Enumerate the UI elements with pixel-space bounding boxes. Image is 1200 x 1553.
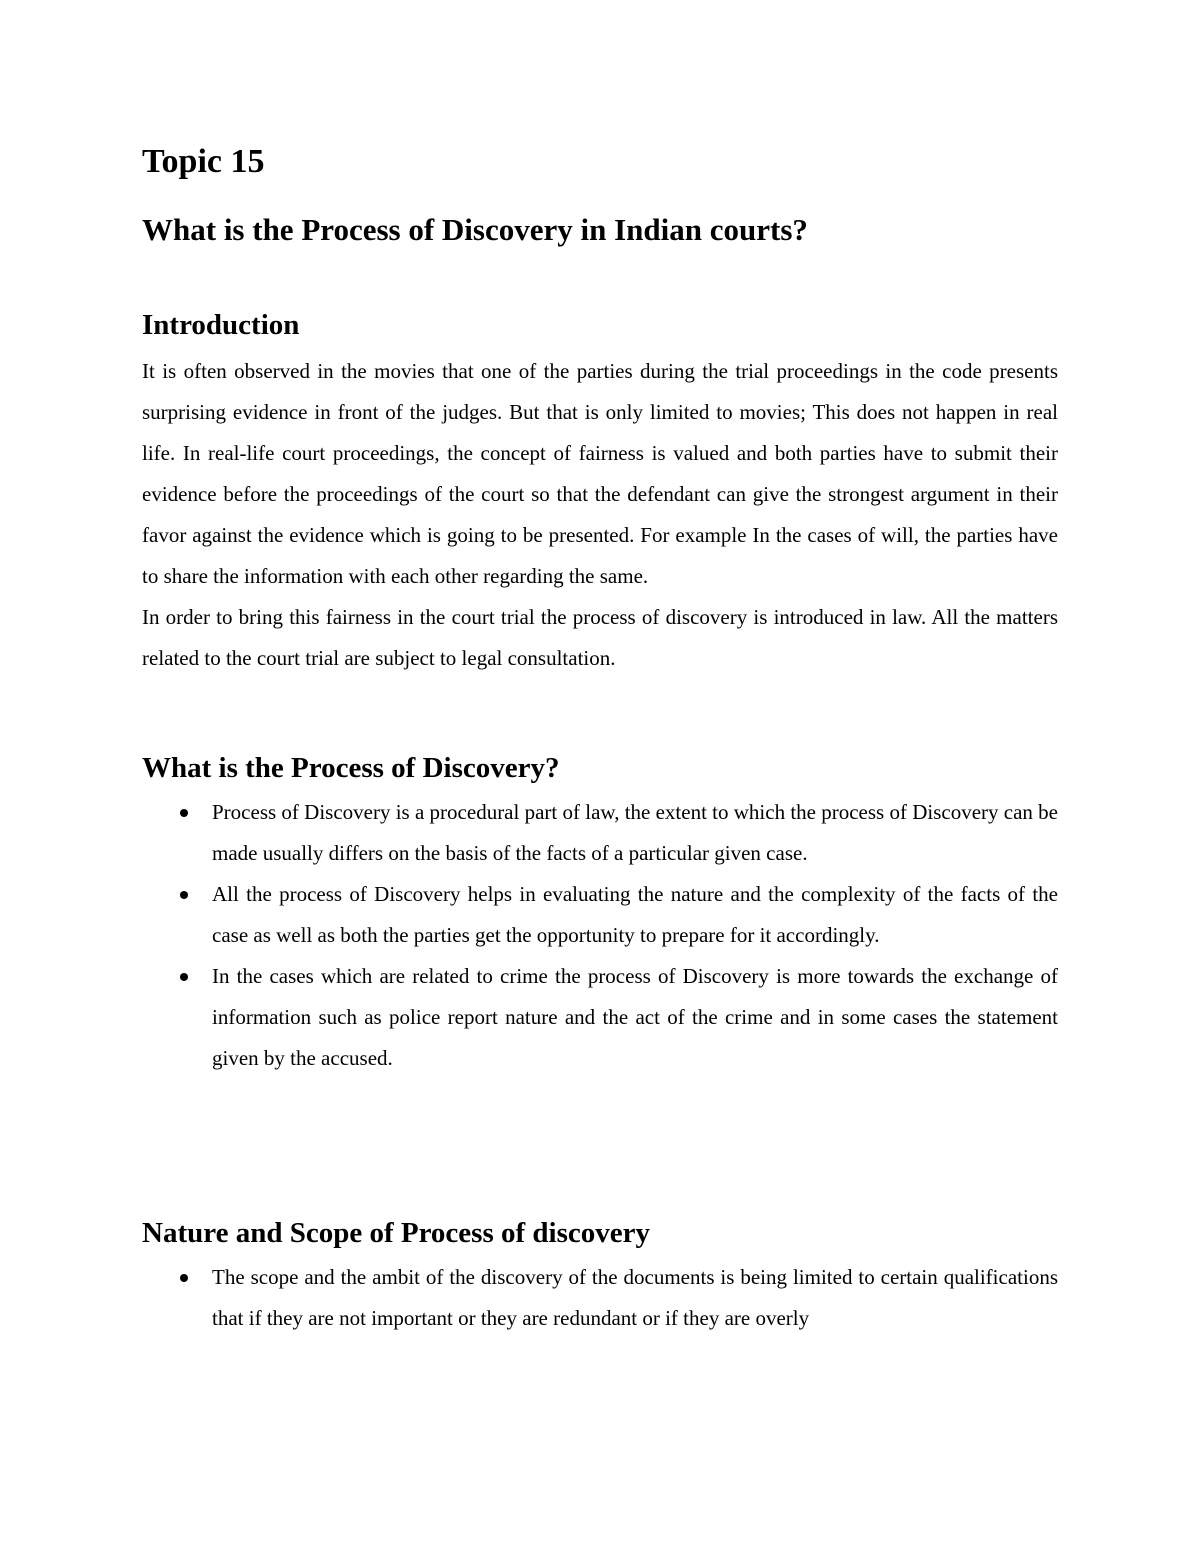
introduction-paragraph-2: In order to bring this fairness in the court trial the process of discovery is introduced in law. All the matters related to the court trial are subject to legal consultation. (142, 605, 1058, 670)
bullet-icon (180, 973, 188, 981)
bullet-icon (180, 809, 188, 817)
bullet-icon (180, 1274, 188, 1282)
document-page (142, 140, 1058, 1339)
list-item-text: Process of Discovery is a procedural part of law, the extent to which the process of Discovery can be made usually differs on the basis of the facts of a particular given case. (212, 800, 1058, 865)
page-title: What is the Process of Discovery in Indian courts? (142, 212, 808, 247)
topic-label: Topic 15 (142, 143, 265, 180)
list-item-text: In the cases which are related to crime the process of Discovery is more towards the exchange of information such as police report nature and the act of the crime and in some cases the statement given by the accused. (212, 964, 1058, 1070)
list-item (142, 792, 1058, 874)
bullet-icon (180, 891, 188, 899)
list-item (142, 956, 1058, 1079)
introduction-heading: Introduction (142, 309, 300, 341)
nature-and-scope-heading: Nature and Scope of Process of discovery (142, 1217, 650, 1249)
list-item (142, 1257, 1058, 1339)
list-item-text: The scope and the ambit of the discovery of the documents is being limited to certain qualifications that if they are not important or they are redundant or if they are overly (212, 1265, 1058, 1330)
list-item (142, 874, 1058, 956)
nature-and-scope-list (142, 1257, 1058, 1339)
process-of-discovery-list (142, 792, 1058, 1079)
introduction-body (142, 351, 1058, 679)
introduction-paragraph-1: It is often observed in the movies that one of the parties during the trial proceedings in the code presents surprising evidence in front of the judges. But that is only limited to movies; This does not happen in real life. In real-life court proceedings, the concept of fairness is valued and both parties have to submit their evidence before the proceedings of the court so that the defendant can give the strongest argument in their favor against the evidence which is going to be presented. For example In the cases of will, the parties have to share the information with each other regarding the same. (142, 359, 1058, 588)
process-of-discovery-heading: What is the Process of Discovery? (142, 752, 560, 784)
list-item-text: All the process of Discovery helps in evaluating the nature and the complexity of the facts of the case as well as both the parties get the opportunity to prepare for it accordingly. (212, 882, 1058, 947)
